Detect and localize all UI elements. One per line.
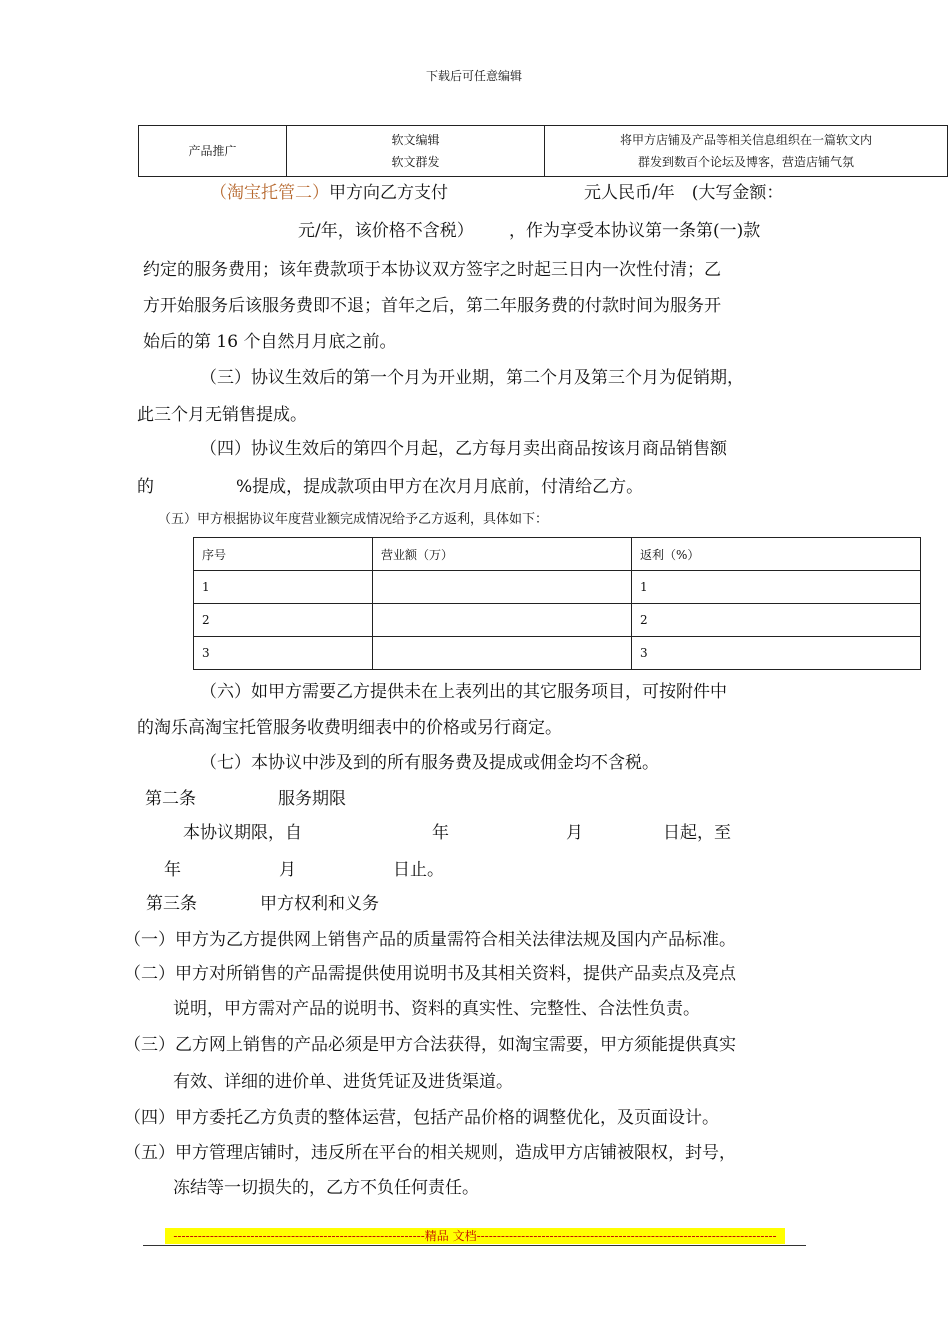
term-end-day: 日止。 [393, 860, 444, 880]
article2-label: 第二条 [145, 789, 196, 809]
table-header-row [194, 538, 921, 571]
footer-divider [143, 1245, 806, 1246]
service-items [287, 126, 545, 177]
clause2-prefix: （淘宝托管二） [210, 183, 329, 203]
table-header: 营业额（万） [373, 538, 632, 571]
rebate-table [193, 537, 921, 670]
clause5-text: （五）甲方根据协议年度营业额完成情况给予乙方返利，具体如下： [158, 512, 549, 527]
table-cell: 3 [194, 637, 373, 670]
table-row [194, 637, 921, 670]
article3-item: 说明，甲方需对产品的说明书、资料的真实性、完整性、合法性负责。 [173, 999, 700, 1019]
table-cell: 2 [632, 604, 921, 637]
table-header: 返利（%） [632, 538, 921, 571]
description-line: 群发到数百个论坛及博客，营造店铺气氛 [637, 155, 854, 169]
service-category: 产品推广 [139, 126, 287, 177]
clause4-line1: （四）协议生效后的第四个月起，乙方每月卖出商品按该月商品销售额 [200, 439, 727, 459]
table-cell [373, 637, 632, 670]
service-item: 软文编辑 [391, 133, 440, 147]
clause2-line1b: 元人民币/年 (大写金额： [584, 183, 784, 203]
description-line: 将甲方店铺及产品等相关信息组织在一篇软文内 [619, 133, 872, 147]
table-cell [373, 604, 632, 637]
clause7-text: （七）本协议中涉及到的所有服务费及提成或佣金均不含税。 [200, 753, 659, 773]
term-year: 年 [432, 823, 449, 843]
service-description [545, 126, 948, 177]
service-table [138, 125, 948, 177]
article3-item: （五）甲方管理店铺时，违反所在平台的相关规则，造成甲方店铺被限权，封号， [124, 1143, 736, 1163]
header-note: 下载后可任意编辑 [426, 69, 523, 83]
article3-item: 有效、详细的进价单、进货凭证及进货渠道。 [173, 1072, 513, 1092]
clause2-line3: 约定的服务费用；该年费款项于本协议双方签字之时起三日内一次性付清；乙 [143, 260, 721, 280]
term-end-year: 年 [164, 860, 181, 880]
clause4-line2a: 的 [137, 477, 154, 497]
article2-title: 服务期限 [278, 789, 346, 809]
clause3-line2: 此三个月无销售提成。 [137, 405, 307, 425]
clause4-line2b: %提成，提成款项由甲方在次月月底前，付清给乙方。 [236, 477, 644, 497]
term-month: 月 [566, 823, 583, 843]
article3-item: （二）甲方对所销售的产品需提供使用说明书及其相关资料，提供产品卖点及亮点 [124, 964, 736, 984]
table-row [194, 604, 921, 637]
clause2-line2b: ，作为享受本协议第一条第(一)款 [509, 221, 761, 241]
table-header: 序号 [194, 538, 373, 571]
clause2-line4: 方开始服务后该服务费即不退；首年之后，第二年服务费的付款时间为服务开 [143, 296, 721, 316]
table-cell [373, 571, 632, 604]
clause6-line2: 的淘乐高淘宝托管服务收费明细表中的价格或另行商定。 [137, 718, 562, 738]
article3-label: 第三条 [146, 894, 197, 914]
clause6-line1: （六）如甲方需要乙方提供未在上表列出的其它服务项目，可按附件中 [200, 682, 727, 702]
article3-item: （三）乙方网上销售的产品必须是甲方合法获得，如淘宝需要，甲方须能提供真实 [124, 1035, 736, 1055]
term-end-month: 月 [279, 860, 296, 880]
clause3-line1: （三）协议生效后的第一个月为开业期，第二个月及第三个月为促销期， [200, 368, 744, 388]
table-cell: 1 [632, 571, 921, 604]
table-cell: 3 [632, 637, 921, 670]
clause2-line1: （淘宝托管二）甲方向乙方支付 [210, 183, 448, 203]
term-day: 日起，至 [663, 823, 731, 843]
article3-item: 冻结等一切损失的，乙方不负任何责任。 [173, 1178, 479, 1198]
clause2-line2a: 元/年，该价格不含税） [298, 221, 474, 241]
article3-item: （一）甲方为乙方提供网上销售产品的质量需符合相关法律法规及国内产品标准。 [124, 930, 736, 950]
article3-item: （四）甲方委托乙方负责的整体运营，包括产品价格的调整优化，及页面设计。 [124, 1108, 719, 1128]
term-from: 本协议期限，自 [183, 823, 302, 843]
clause2-line5: 始后的第 16 个自然月月底之前。 [143, 332, 397, 352]
article3-title: 甲方权利和义务 [260, 894, 379, 914]
footer-banner: --------------------------------------------------------------精品 文档-------------------------------------------------------------------------- [165, 1228, 785, 1244]
service-item: 软文群发 [391, 155, 440, 169]
table-cell: 2 [194, 604, 373, 637]
table-row [194, 571, 921, 604]
table-cell: 1 [194, 571, 373, 604]
